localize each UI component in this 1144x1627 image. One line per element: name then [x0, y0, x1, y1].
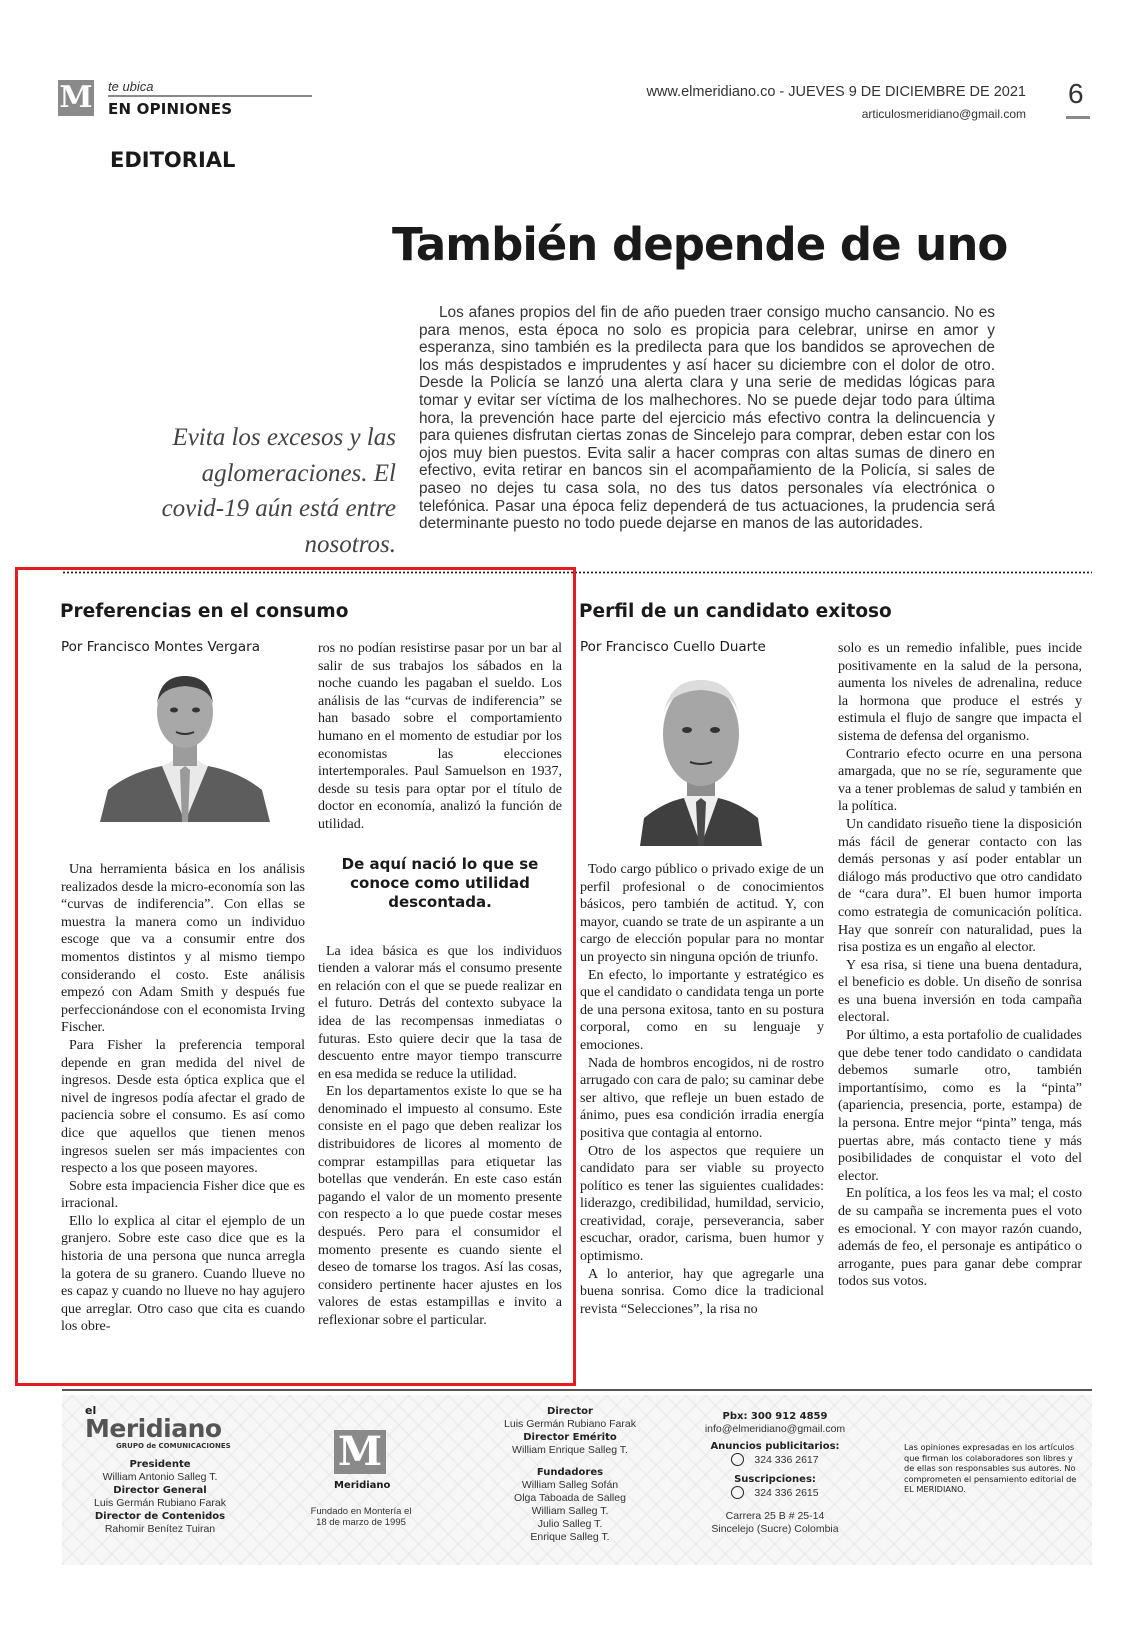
- suscripciones-number: 324 336 2615: [754, 1487, 819, 1499]
- dateline: www.elmeridiano.co - JUEVES 9 DE DICIEMBRE DE 2021: [646, 84, 1026, 100]
- director-emerito-name: William Enrique Salleg T.: [512, 1444, 628, 1456]
- footer-contact: [690, 1410, 860, 1536]
- fundador-name: Olga Taboada de Salleg: [514, 1492, 626, 1504]
- paragraph: ros no podían resistirse pasar por un bar al salir de sus trabajos los sábados en la noche cuando les pagaban el sueldo. Los análisis de las “curvas de indiferencia” se han basado sobre el comportamiento humano en el momento de estudiar por los economistas las elecciones intertemporales. Paul Samuelson en 1937, desde su tesis para optar por el título de doctor en economía, analizó la función de utilidad.: [318, 641, 562, 832]
- paragraph: La idea básica es que los individuos tienden a valorar más el consumo presente en relación con el que se puede realizar en el futuro. Detrás del contexto subyace la idea de las recompensas inmediatas o futuras. Esto quiere decir que la tasa de descuento entre mayor tiempo transcurre en esa medida se reduce la utilidad.: [318, 943, 562, 1082]
- pbx-number: Pbx: 300 912 4859: [722, 1411, 828, 1422]
- page-number-rule: [1066, 116, 1090, 119]
- paragraph: Todo cargo público o privado exige de un perfil profesional o de conocimientos básicos, pero también de actitud. Y, con mayor, cuando se trate de un aspirante a un cargo de elección popular para no montar un proyecto sin ninguna opción de triunfo.: [580, 862, 824, 965]
- address-line: Carrera 25 B # 25-14: [725, 1510, 825, 1522]
- article-left-column-1: [61, 861, 305, 1336]
- newspaper-logo: M: [59, 80, 93, 115]
- article-right-byline: Por Francisco Cuello Duarte: [580, 639, 766, 655]
- article-left-byline: Por Francisco Montes Vergara: [61, 639, 260, 655]
- director-general-label: Director General: [113, 1485, 207, 1496]
- editorial-headline: También depende de uno: [392, 218, 1008, 271]
- article-right-column-1: [580, 861, 824, 1318]
- contact-email: articulosmeridiano@gmail.com: [861, 107, 1026, 121]
- paragraph: Ello lo explica al citar el ejemplo de un granjero. Sobre este caso dice que es la historia de una persona que nunca arregla la gotera de su granero. Cuando llueve no es capaz y cuando no llueve no hay agujero que arreglar. Otro caso que cita es cuando los obre-: [61, 1213, 305, 1335]
- article-left-highlight: De aquí nació lo que se conoce como utilidad descontada.: [341, 854, 539, 911]
- anuncios-number: 324 336 2617: [754, 1454, 819, 1466]
- article-left-title: Preferencias en el consumo: [60, 601, 349, 622]
- article-right-title: Perfil de un candidato exitoso: [579, 601, 892, 622]
- paragraph: Sobre esta impaciencia Fisher dice que es irracional.: [61, 1178, 305, 1212]
- paragraph: Y esa risa, si tiene una buena dentadura, el beneficio es doble. Un diseño de sonrisa es una buena inversión en toda campaña electoral.: [838, 957, 1082, 1026]
- tagline-rule: [108, 95, 312, 97]
- director-emerito-label: Director Emérito: [523, 1432, 617, 1443]
- fundador-name: Enrique Salleg T.: [530, 1531, 610, 1543]
- fundador-name: Julio Salleg T.: [537, 1518, 603, 1530]
- paragraph: Para Fisher la preferencia temporal depende en gran medida del nivel de ingresos. Desde esta óptica explica que el nivel de ingresos podía afectar el grado de paciencia sobre el consumo. Es así como dice que aquellos que tienen menos ingresos suelen ser más impacientes con respecto a los que poseen mayores.: [61, 1037, 305, 1177]
- anuncios-label: Anuncios publicitarios:: [710, 1441, 840, 1452]
- presidente-label: Presidente: [129, 1459, 191, 1470]
- director-general-name: Luis Germán Rubiano Farak: [94, 1497, 226, 1509]
- article-left-column-2: [318, 640, 562, 1330]
- section-title: EN OPINIONES: [108, 100, 233, 118]
- fundador-name: William Salleg T.: [531, 1505, 609, 1517]
- paragraph: Nada de hombros encogidos, ni de rostro arrugado con cara de palo; su caminar debe ser altivo, que refleje un buen estado de ánimo, pues esa condición irradia energía positiva que contagia al entorno.: [580, 1055, 824, 1141]
- paragraph: Un candidato risueño tiene la disposición más fácil de generar contacto con las demás personas y así poder entablar un diálogo más productivo que otro candidato de “cara dura”. El buen humor importa como estrategia de comunicación política. Hay que sonreír con naturalidad, pues la risa postiza es un engaño al elector.: [838, 816, 1082, 956]
- presidente-name: William Antonio Salleg T.: [102, 1471, 218, 1483]
- paragraph: Contrario efecto ocurre en una persona amargada, que no se ríe, seguramente que va a tener problemas de salud y también en la política.: [838, 746, 1082, 815]
- paragraph: solo es un remedio infalible, pues incide positivamente en la salud de la persona, aumenta los niveles de adrenalina, reduce la hormona que produce el estrés y estimula el flujo de sangre que impacta el sistema de defensa del organismo.: [838, 641, 1082, 744]
- paragraph: En política, a los feos les va mal; el costo de su campaña se incrementa pues el voto es emocional. Y con mayor razón cuando, además de feo, el personaje es antipático o arrogante, pues para ganar debe comprar todos sus votos.: [838, 1186, 1082, 1290]
- editorial-label: EDITORIAL: [110, 148, 236, 172]
- director-contenidos-label: Director de Contenidos: [94, 1511, 226, 1522]
- fundadores-label: Fundadores: [536, 1467, 604, 1478]
- city-line: Sincelejo (Sucre) Colombia: [711, 1523, 839, 1535]
- paragraph: A lo anterior, hay que agregarle una buena sonrisa. Como dice la tradicional revista “Selecciones”, la risa no: [580, 1266, 824, 1317]
- director-contenidos-name: Rahomir Benítez Tuiran: [104, 1523, 216, 1535]
- editorial-pullquote: Evita los excesos y las aglomeraciones. El covid-19 aún está entre nosotros.: [161, 424, 396, 558]
- footer-logo: M: [334, 1430, 386, 1474]
- fundador-name: William Salleg Sofán: [521, 1479, 619, 1491]
- footer-brand-name: Meridiano: [85, 1414, 222, 1443]
- paragraph: Una herramienta básica en los análisis realizados desde la micro-economía son las “curvas de indiferencia”. Con ellas se muestra la manera como un individuo escoge que va a consumir entre dos momentos distintos y al mismo tiempo considerando el costo. Este análisis empezó con Adam Smith y después fue perfeccionándose con el economista Irving Fischer.: [61, 862, 305, 1036]
- paragraph: Por último, a esta portafolio de cualidades que debe tener todo candidato o candidata debemos sumarle otro, también importantísimo, como es la “pinta” (apariencia, presencia, porte, estampa) de la persona. Entre mejor “pinta” tenga, más puertas abre, más contacto tiene y más posibilidades de conquistar el voto del elector.: [838, 1028, 1082, 1184]
- footer-disclaimer: Las opiniones expresadas en los artículos que firman los colaboradores son libres y de ellas son responsables sus autores. No comprometen el pensamiento editorial de EL MERIDIANO.: [904, 1442, 1077, 1494]
- footer-staff-center: [490, 1405, 650, 1544]
- footer-brand-article: el: [85, 1404, 97, 1417]
- paragraph: En los departamentos existe lo que se ha denominado el impuesto al consumo. Este consiste en el pago que deben realizar los distribuidores de licores al momento de comprar estampillas para etiquetar las botellas que venderán. En este caso están pagando el valor de un momento presente con respecto a lo que puede costar meses después. Pero para el consumidor el momento presente es cuando siente el deseo de tomarse los tragos. Así las cosas, considero pertinente hacer ajustes en los valores de estas estampillas e invito a reflexionar sobre el particular.: [318, 1084, 562, 1328]
- paragraph: En efecto, lo importante y estratégico es que el candidato o candidata tenga un porte de una persona exitosa, tanto en su postura corporal, como en su lenguaje y emociones.: [580, 967, 824, 1053]
- author-photo-montes: [100, 668, 270, 822]
- footer-brand-subtitle: GRUPO de COMUNICACIONES: [116, 1442, 231, 1450]
- paragraph: Otro de los aspectos que requiere un candidato para ser viable su proyecto político es tener las siguientes cualidades: liderazgo, credibilidad, humildad, servicio, creatividad, coraje, perseverancia, saber escuchar, orador, carisma, buen humor y optimismo.: [580, 1143, 824, 1265]
- director-label: Director: [547, 1406, 593, 1417]
- founded-note: Fundado en Montería el 18 de marzo de 1995: [310, 1506, 412, 1528]
- footer-logo-name: Meridiano: [334, 1480, 391, 1491]
- footer-staff-left: [80, 1458, 240, 1536]
- footer-rule: [62, 1389, 1092, 1391]
- suscripciones-label: Suscripciones:: [734, 1474, 816, 1485]
- editorial-body: Los afanes propios del fin de año pueden traer consigo mucho cansancio. No es para menos, esta época no solo es propicia para celebrar, unirse en amor y esperanza, sino también es la predilecta para que los bandidos se aprovechen de los más despistados e imprudentes y así hacer su diciembre con el dolor de otro. Desde la Policía se lanzó una alerta clara y una serie de medidas lógicas para tomar y evitar ser víctima de los malhechores. No se puede dejar todo para última hora, la prevención hace parte del ejercicio más efectivo contra la delincuencia y para quienes disfrutan ciertas zonas de Sincelejo para comprar, deben estar con los ojos muy bien puestos. Evita salir a hacer compras con altas sumas de dinero en efectivo, evita retirar en bancos sin el acompañamiento de la Policía, si sales de paseo no dejes tu casa sola, no des tus datos personales vía electrónica o telefónica. Pasar una época feliz dependerá de tus actuaciones, la prudencia será determinante puesto no todo puede dejarse en manos de las autoridades.: [419, 304, 995, 533]
- author-photo-cuello: [640, 668, 762, 846]
- director-name: Luis Germán Rubiano Farak: [504, 1418, 636, 1430]
- dotted-divider: [62, 571, 1092, 574]
- tagline: te ubica: [108, 79, 154, 94]
- whatsapp-icon: [731, 1453, 744, 1466]
- info-email: info@elmeridiano@gmail.com: [704, 1423, 846, 1435]
- page-number: 6: [1068, 78, 1084, 109]
- article-right-column-2: [838, 640, 1082, 1291]
- whatsapp-icon: [731, 1486, 744, 1499]
